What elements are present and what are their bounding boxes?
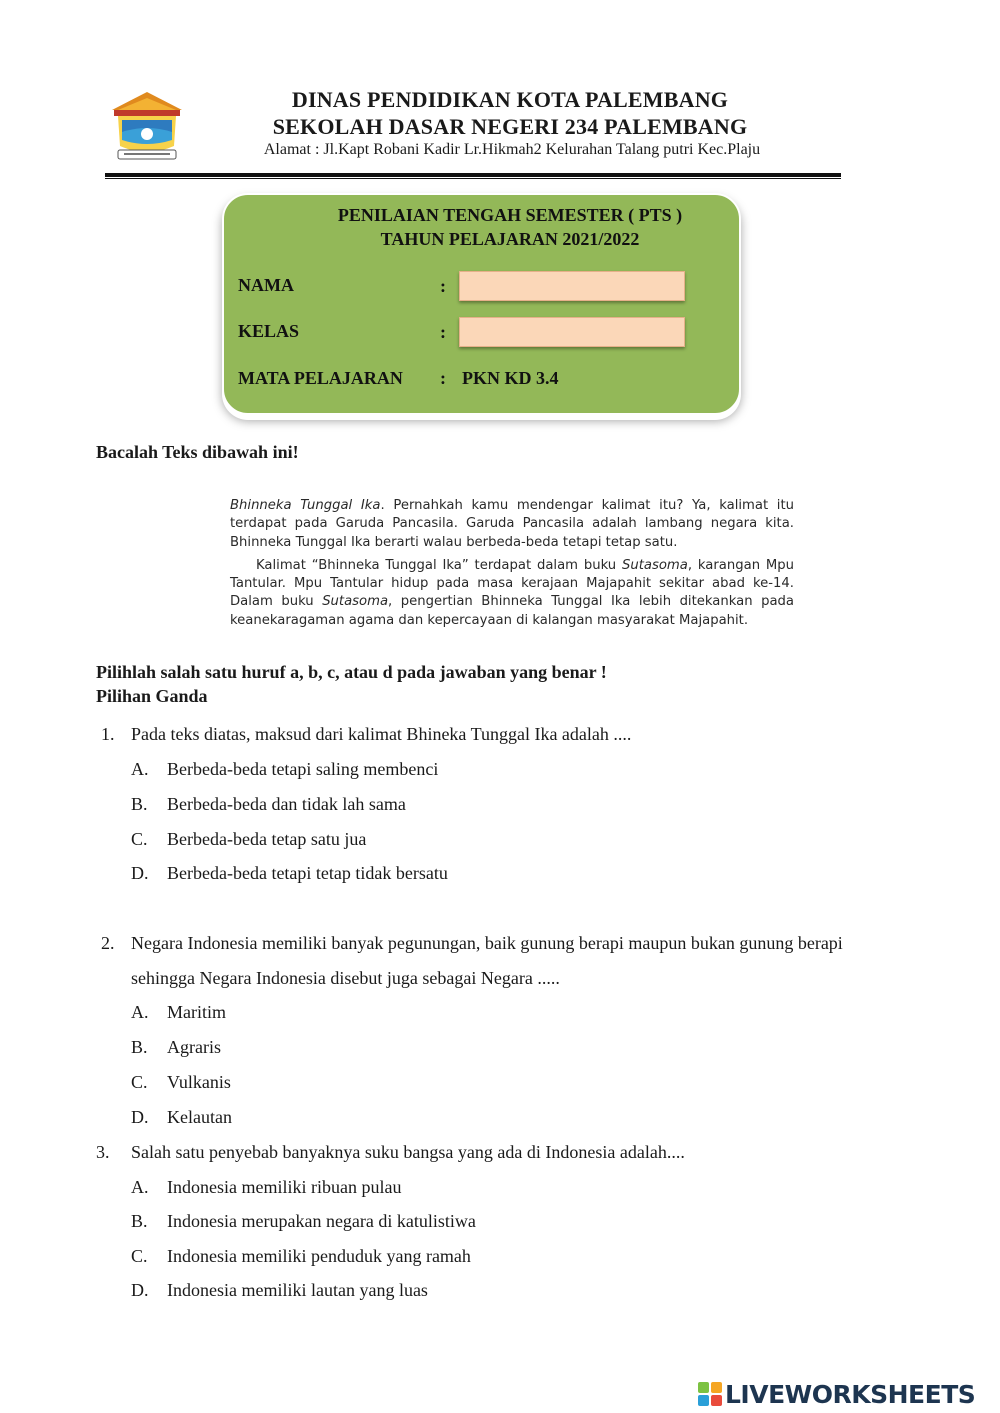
nama-input[interactable]: [459, 271, 685, 301]
question-text: Salah satu penyebab banyaknya suku bangsa yang ada di Indonesia adalah....: [131, 1142, 685, 1162]
kelas-input[interactable]: [459, 317, 685, 347]
option-letter[interactable]: B.: [131, 1211, 148, 1231]
option-text[interactable]: Berbeda-beda tetap satu jua: [167, 829, 367, 849]
option-text[interactable]: Maritim: [167, 1002, 226, 1022]
nama-colon: :: [440, 276, 446, 296]
reading-instruction: Bacalah Teks dibawah ini!: [96, 442, 299, 462]
option-letter[interactable]: A.: [131, 1177, 149, 1197]
option-text[interactable]: Indonesia memiliki penduduk yang ramah: [167, 1246, 471, 1266]
option-letter[interactable]: C.: [131, 1072, 148, 1092]
question-number: 1.: [101, 724, 115, 744]
book-title: Sutasoma: [622, 557, 688, 573]
option-letter[interactable]: A.: [131, 759, 149, 779]
option-text[interactable]: Berbeda-beda tetapi saling membenci: [167, 759, 439, 779]
passage-text: , karangan Mpu Tantular. Mpu Tantular hidup pada masa kerajaan Majapahit sekitar abad ke-14. Dalam buku: [230, 557, 794, 610]
passage-paragraph-2: [230, 557, 794, 630]
question-number: 2.: [101, 933, 115, 953]
kelas-label: KELAS: [238, 321, 300, 341]
agency-name: DINAS PENDIDIKAN KOTA PALEMBANG: [291, 87, 729, 112]
option-text[interactable]: Indonesia memiliki ribuan pulau: [167, 1177, 402, 1197]
option-letter[interactable]: D.: [131, 1280, 149, 1300]
question-number: 3.: [96, 1142, 110, 1162]
subject-value: PKN KD 3.4: [462, 368, 559, 388]
header-divider-thin: [105, 178, 841, 179]
subject-colon: :: [440, 368, 446, 388]
exam-title: PENILAIAN TENGAH SEMESTER ( PTS ): [337, 205, 683, 225]
option-letter[interactable]: D.: [131, 863, 149, 883]
kelas-colon: :: [440, 322, 446, 342]
question-text: Pada teks diatas, maksud dari kalimat Bhineka Tunggal Ika adalah ....: [131, 724, 632, 744]
passage-text: , pengertian Bhinneka Tunggal Ika lebih ditekankan pada keanekaragaman agama dan kepercayaan di kalangan masyarakat Majapahit.: [230, 594, 794, 628]
option-text[interactable]: Indonesia merupakan negara di katulistiwa: [167, 1211, 476, 1231]
nama-label: NAMA: [238, 275, 294, 295]
option-letter[interactable]: D.: [131, 1107, 149, 1127]
school-name: SEKOLAH DASAR NEGERI 234 PALEMBANG: [272, 114, 748, 139]
exam-year: TAHUN PELAJARAN 2021/2022: [380, 229, 640, 249]
question-text: sehingga Negara Indonesia disebut juga sebagai Negara .....: [131, 968, 560, 988]
liveworksheets-brand[interactable]: [697, 1378, 975, 1410]
mc-heading: Pilihan Ganda: [96, 686, 208, 706]
passage-text: Kalimat “Bhinneka Tunggal Ika” terdapat dalam buku: [256, 557, 622, 573]
option-letter[interactable]: A.: [131, 1002, 149, 1022]
header-divider: [105, 173, 841, 177]
brand-text: LIVEWORKSHEETS: [725, 1379, 976, 1409]
option-text[interactable]: Berbeda-beda tetapi tetap tidak bersatu: [167, 863, 448, 883]
option-letter[interactable]: B.: [131, 794, 148, 814]
palembang-city-emblem-icon: [104, 88, 190, 166]
option-text[interactable]: Agraris: [167, 1037, 221, 1057]
book-title: Sutasoma: [322, 594, 389, 610]
passage-text: . Pernahkah kamu mendengar kalimat itu? Ya, kalimat itu terdapat pada Garuda Pancasila. Garuda Pancasila adalah lambang negara kita. Bhinneka Tunggal Ika berarti walau berbeda-beda tetapi tetap satu.: [230, 498, 794, 550]
option-letter[interactable]: C.: [131, 1246, 148, 1266]
mc-instruction: Pilihlah salah satu huruf a, b, c, atau d pada jawaban yang benar !: [96, 662, 607, 682]
passage-title: Bhinneka Tunggal Ika: [230, 498, 381, 513]
option-letter[interactable]: C.: [131, 829, 148, 849]
reading-passage: [230, 497, 794, 630]
option-text[interactable]: Vulkanis: [167, 1072, 231, 1092]
option-letter[interactable]: B.: [131, 1037, 148, 1057]
option-text[interactable]: Indonesia memiliki lautan yang luas: [167, 1280, 428, 1300]
option-text[interactable]: Berbeda-beda dan tidak lah sama: [167, 794, 406, 814]
liveworksheets-logo-icon: [697, 1381, 723, 1407]
question-text: Negara Indonesia memiliki banyak pegunungan, baik gunung berapi maupun bukan gunung berapi: [131, 933, 843, 953]
passage-paragraph-1: [230, 497, 794, 552]
subject-label: MATA PELAJARAN: [238, 368, 403, 388]
school-address: Alamat : Jl.Kapt Robani Kadir Lr.Hikmah2 Kelurahan Talang putri Kec.Plaju: [263, 141, 761, 158]
option-text[interactable]: Kelautan: [167, 1107, 232, 1127]
